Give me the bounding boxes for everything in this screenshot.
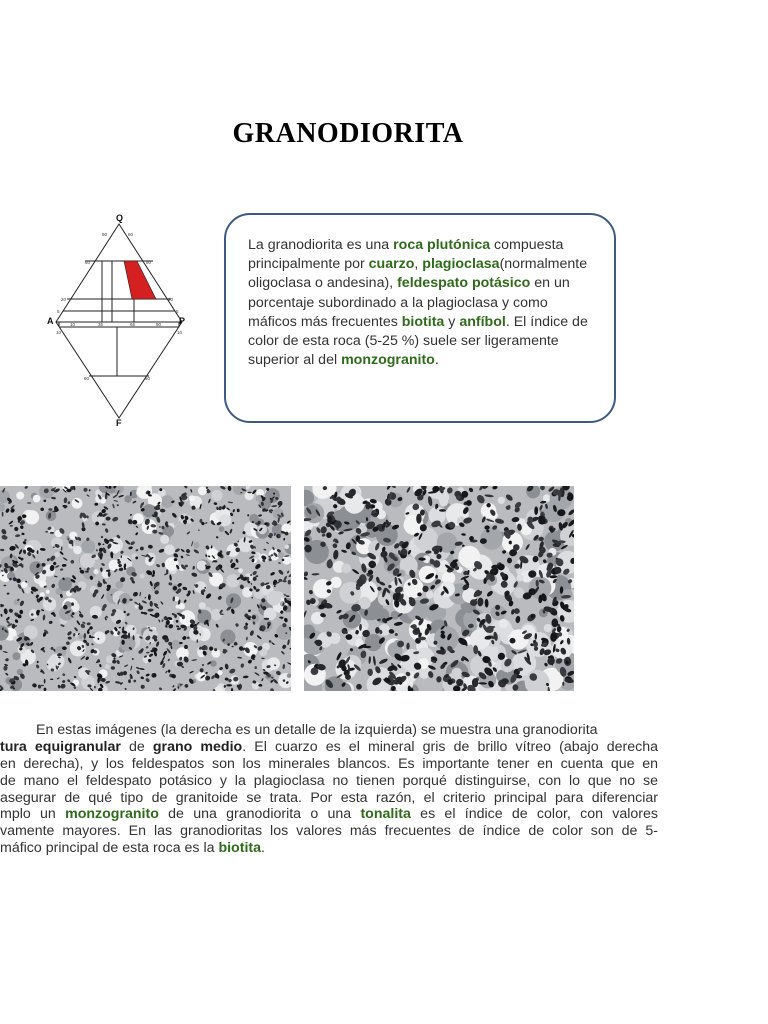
text-segment: es el índice de color, con valores (410, 806, 658, 823)
text-segment: asegurar de qué tipo de granitoide se trata. Por esta razón, el criterio principal para diferenciar (0, 789, 658, 806)
rock-texture (0, 486, 291, 691)
tick-label: 60 (128, 232, 134, 237)
text-segment: , (414, 256, 423, 273)
tick-label: 90 (102, 232, 108, 237)
granodiorite-field (124, 261, 156, 299)
paragraph-line (0, 840, 658, 857)
vertex-label-q: Q (116, 213, 124, 223)
text-segment: vamente mayores. En las granodioritas los valores más frecuentes de índice de color son de 5- (0, 823, 658, 840)
paragraph-line (0, 823, 658, 840)
rock-texture-detail (304, 486, 574, 691)
tick-label: 5 (57, 309, 60, 314)
highlight-term: tonalita (360, 806, 411, 823)
text-segment: (normalmente oligoclasa o andesina), (248, 256, 588, 292)
vertex-label-f: F (116, 418, 122, 428)
bold-term: grano medio (152, 738, 243, 755)
bold-term: tura equigranular (0, 738, 121, 755)
text-segment: . El índice de color de esta roca (5-25 %) suele ser ligeramente superior al del (248, 313, 588, 369)
text-segment: mplo un (0, 806, 66, 823)
paragraph-line (0, 773, 658, 790)
page-title: GRANODIORITA (232, 118, 464, 149)
text-segment: . (434, 352, 439, 369)
paragraph-line (0, 722, 658, 739)
tick-label: 65 (130, 322, 136, 327)
paragraph-line (0, 756, 658, 773)
highlight-term: cuarzo (368, 256, 415, 273)
granodiorite-photo-detail (304, 486, 574, 691)
vertex-label-a: A (47, 316, 54, 326)
tick-label: 10 (70, 322, 76, 327)
qapf-diagram (44, 210, 194, 428)
text-segment: en derecha), y los feldespatos son los minerales blancos. Es importante tener en cuenta que en (0, 755, 658, 772)
tick-label: 90 (156, 322, 162, 327)
text-segment: La granodiorita es una (248, 237, 394, 253)
paragraph-line (0, 806, 658, 823)
text-segment: . (261, 840, 265, 857)
granodiorite-photo-full (0, 486, 291, 691)
highlight-term: plagioclasa (422, 256, 500, 273)
tick-label: 20 (61, 297, 67, 302)
text-segment: de mano el feldespato potásico y la plagioclasa no tienen porqué distinguirse, con lo que no se (0, 772, 658, 789)
description-paragraph (0, 722, 658, 857)
tick-label: 5 (176, 309, 179, 314)
text-segment: de una granodiorita o una (158, 806, 361, 823)
text-segment: máfico principal de esta roca es la (0, 840, 219, 857)
paragraph-line (0, 739, 658, 756)
tick-label: 60 (145, 376, 151, 381)
vertex-label-p: P (179, 316, 186, 326)
info-box (224, 213, 616, 423)
text-segment: y (444, 313, 460, 330)
highlight-term: biotita (218, 840, 262, 857)
highlight-term: monzogranito (341, 352, 435, 369)
highlight-term: anfíbol (459, 313, 506, 330)
text-segment: En estas imágenes (la derecha es un detalle de la izquierda) se muestra una granodiorita (36, 722, 598, 738)
text-segment: de (120, 738, 153, 755)
tick-label: 60 (85, 260, 91, 265)
text-segment: . El cuarzo es el mineral gris de brillo vítreo (abajo derecha (242, 738, 658, 755)
highlight-term: feldespato potásico (397, 275, 531, 292)
text-segment: en un porcentaje subordinado a la plagioclasa y como máficos más frecuentes (248, 275, 570, 330)
diagram-outline (56, 224, 182, 418)
highlight-term: roca plutónica (393, 237, 491, 253)
paragraph-line (0, 790, 658, 807)
text-segment: compuesta principalmente por (248, 237, 564, 273)
tick-label: 10 (56, 330, 62, 335)
highlight-term: biotita (401, 313, 445, 330)
tick-label: 60 (84, 376, 90, 381)
tick-label: 90 (146, 260, 152, 265)
tick-label: 35 (98, 322, 104, 327)
highlight-term: monzogranito (65, 806, 159, 823)
info-box-text (248, 236, 592, 370)
tick-label: 20 (168, 297, 174, 302)
tick-label: 10 (177, 330, 183, 335)
